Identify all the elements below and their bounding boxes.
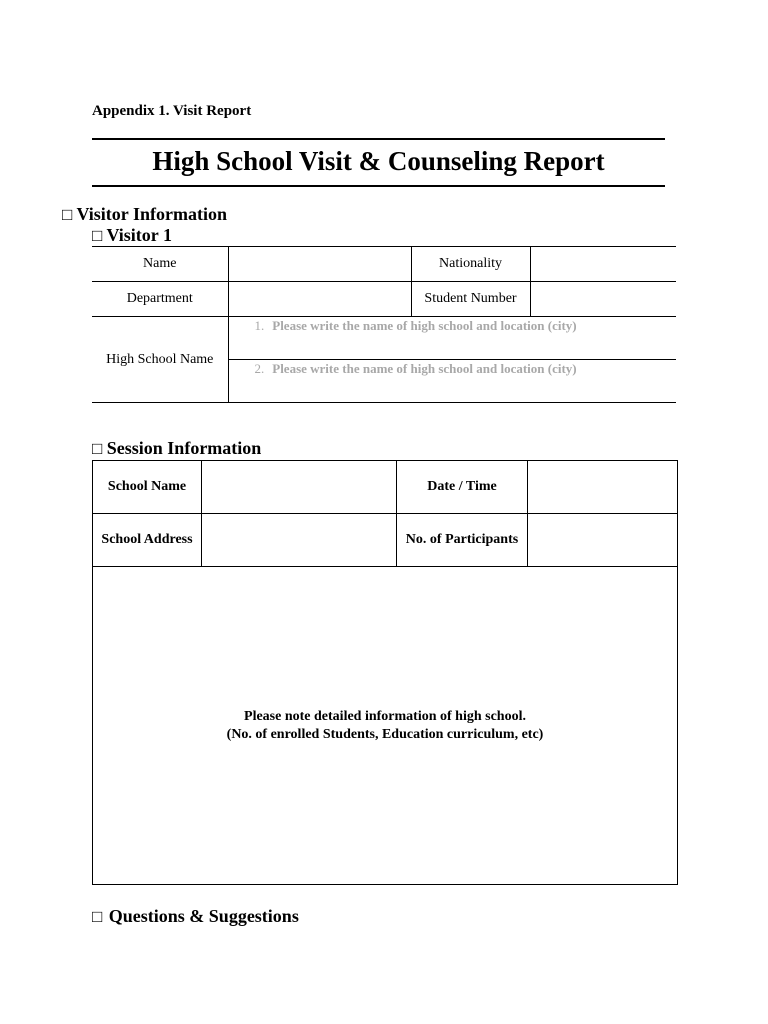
school-name-label: School Name (93, 461, 202, 514)
details-note-line-2: (No. of enrolled Students, Education curriculum, etc) (226, 726, 544, 742)
appendix-label: Appendix 1. Visit Report (92, 103, 252, 119)
high-school-entry-2[interactable] (228, 360, 676, 403)
student-number-field[interactable] (530, 282, 676, 317)
department-field[interactable] (228, 282, 411, 317)
questions-heading (92, 906, 299, 927)
name-field[interactable] (228, 247, 411, 282)
visitor-info-heading (62, 204, 227, 225)
nationality-label: Nationality (411, 247, 530, 282)
school-address-field[interactable] (202, 514, 397, 567)
title-top-rule (92, 138, 665, 140)
checkbox-icon: □ (62, 205, 73, 224)
school-name-field[interactable] (202, 461, 397, 514)
nationality-field[interactable] (530, 247, 676, 282)
visitor-info-heading-text: Visitor Information (76, 204, 227, 224)
details-note-line-1: Please note detailed information of high school. (244, 708, 526, 724)
participants-label: No. of Participants (397, 514, 528, 567)
name-label: Name (92, 247, 228, 282)
participants-field[interactable] (528, 514, 678, 567)
checkbox-icon: □ (92, 226, 103, 245)
high-school-placeholder-1: 1. Please write the name of high school and location (city) (254, 318, 577, 333)
visitor-table (92, 246, 676, 403)
page-title: High School Visit & Counseling Report (152, 146, 605, 176)
high-school-details-area[interactable] (93, 567, 678, 885)
session-info-heading (92, 438, 261, 459)
high-school-entry-1[interactable] (228, 317, 676, 360)
high-school-placeholder-2: 2. Please write the name of high school and location (city) (254, 361, 577, 376)
session-table (92, 460, 678, 885)
date-time-field[interactable] (528, 461, 678, 514)
checkbox-icon: □ (92, 439, 103, 458)
date-time-label: Date / Time (397, 461, 528, 514)
visitor-1-heading-text: Visitor 1 (106, 225, 172, 245)
school-address-label: School Address (93, 514, 202, 567)
checkbox-icon: □ (92, 907, 103, 926)
title-bottom-rule (92, 185, 665, 187)
questions-heading-text: Questions & Suggestions (108, 906, 299, 926)
student-number-label: Student Number (411, 282, 530, 317)
high-school-name-label: High School Name (92, 317, 228, 403)
visitor-1-heading (92, 225, 172, 246)
department-label: Department (92, 282, 228, 317)
session-info-heading-text: Session Information (106, 438, 262, 458)
